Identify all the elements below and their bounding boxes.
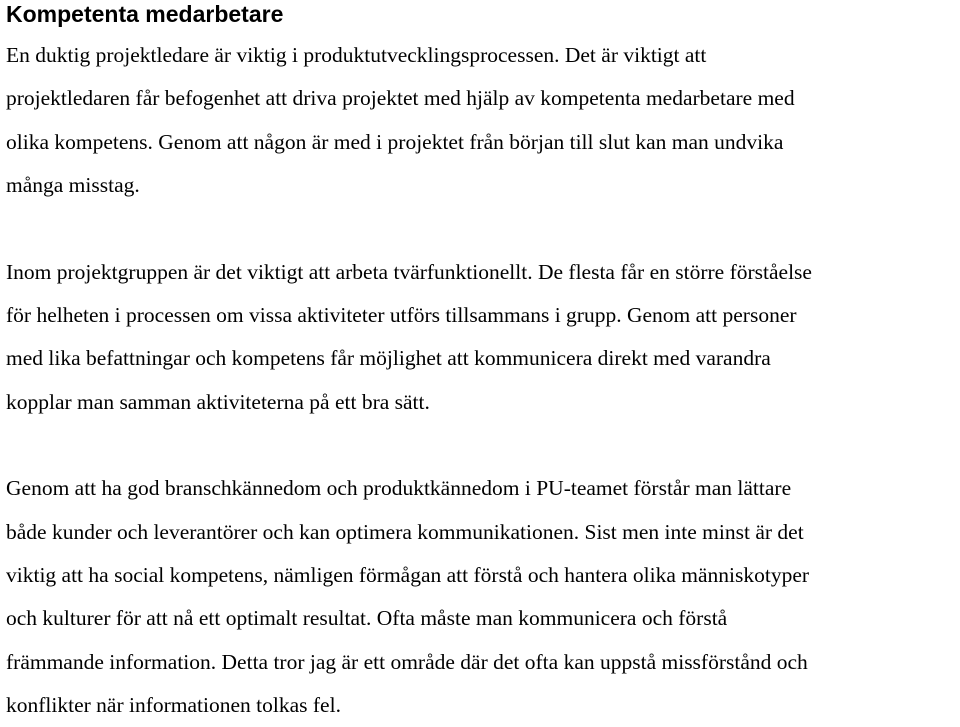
paragraph-line: och kulturer för att nå ett optimalt resultat. Ofta måste man kommunicera och förstå [6,606,728,631]
paragraph-line: kopplar man samman aktiviteterna på ett bra sätt. [6,389,430,414]
paragraph-line: En duktig projektledare är viktig i produktutvecklingsprocessen. Det är viktigt att [6,43,707,67]
paragraph-line: för helheten i processen om vissa aktiviteter utförs tillsammans i grupp. Genom att personer [6,302,797,327]
paragraph-line: många misstag. [6,173,140,198]
paragraph-line: med lika befattningar och kompetens får möjlighet att kommunicera direkt med varandra [6,346,771,371]
paragraph-line: både kunder och leverantörer och kan optimera kommunikationen. Sist men inte minst är det [6,519,804,544]
paragraph-line: projektledaren får befogenhet att driva projektet med hjälp av kompetenta medarbetare med [6,86,795,111]
paragraph-line: främmande information. Detta tror jag är ett område där det ofta kan uppstå missförstånd och [6,649,808,674]
paragraph-3 [6,467,956,727]
paragraph-1 [6,34,956,208]
paragraph-2 [6,251,956,425]
paragraph-line: olika kompetens. Genom att någon är med i projektet från början till slut kan man undvika [6,129,784,154]
paragraph-line: konflikter när informationen tolkas fel. [6,693,341,718]
section-heading: Kompetenta medarbetare [6,1,284,27]
document-page [6,0,956,727]
paragraph-line: viktig att ha social kompetens, nämligen förmågan att förstå och hantera olika människotyper [6,562,810,587]
paragraph-line: Inom projektgruppen är det viktigt att arbeta tvärfunktionellt. De flesta får en större förståelse [6,259,812,284]
paragraph-line: Genom att ha god branschkännedom och produktkännedom i PU-teamet förstår man lättare [6,476,792,501]
